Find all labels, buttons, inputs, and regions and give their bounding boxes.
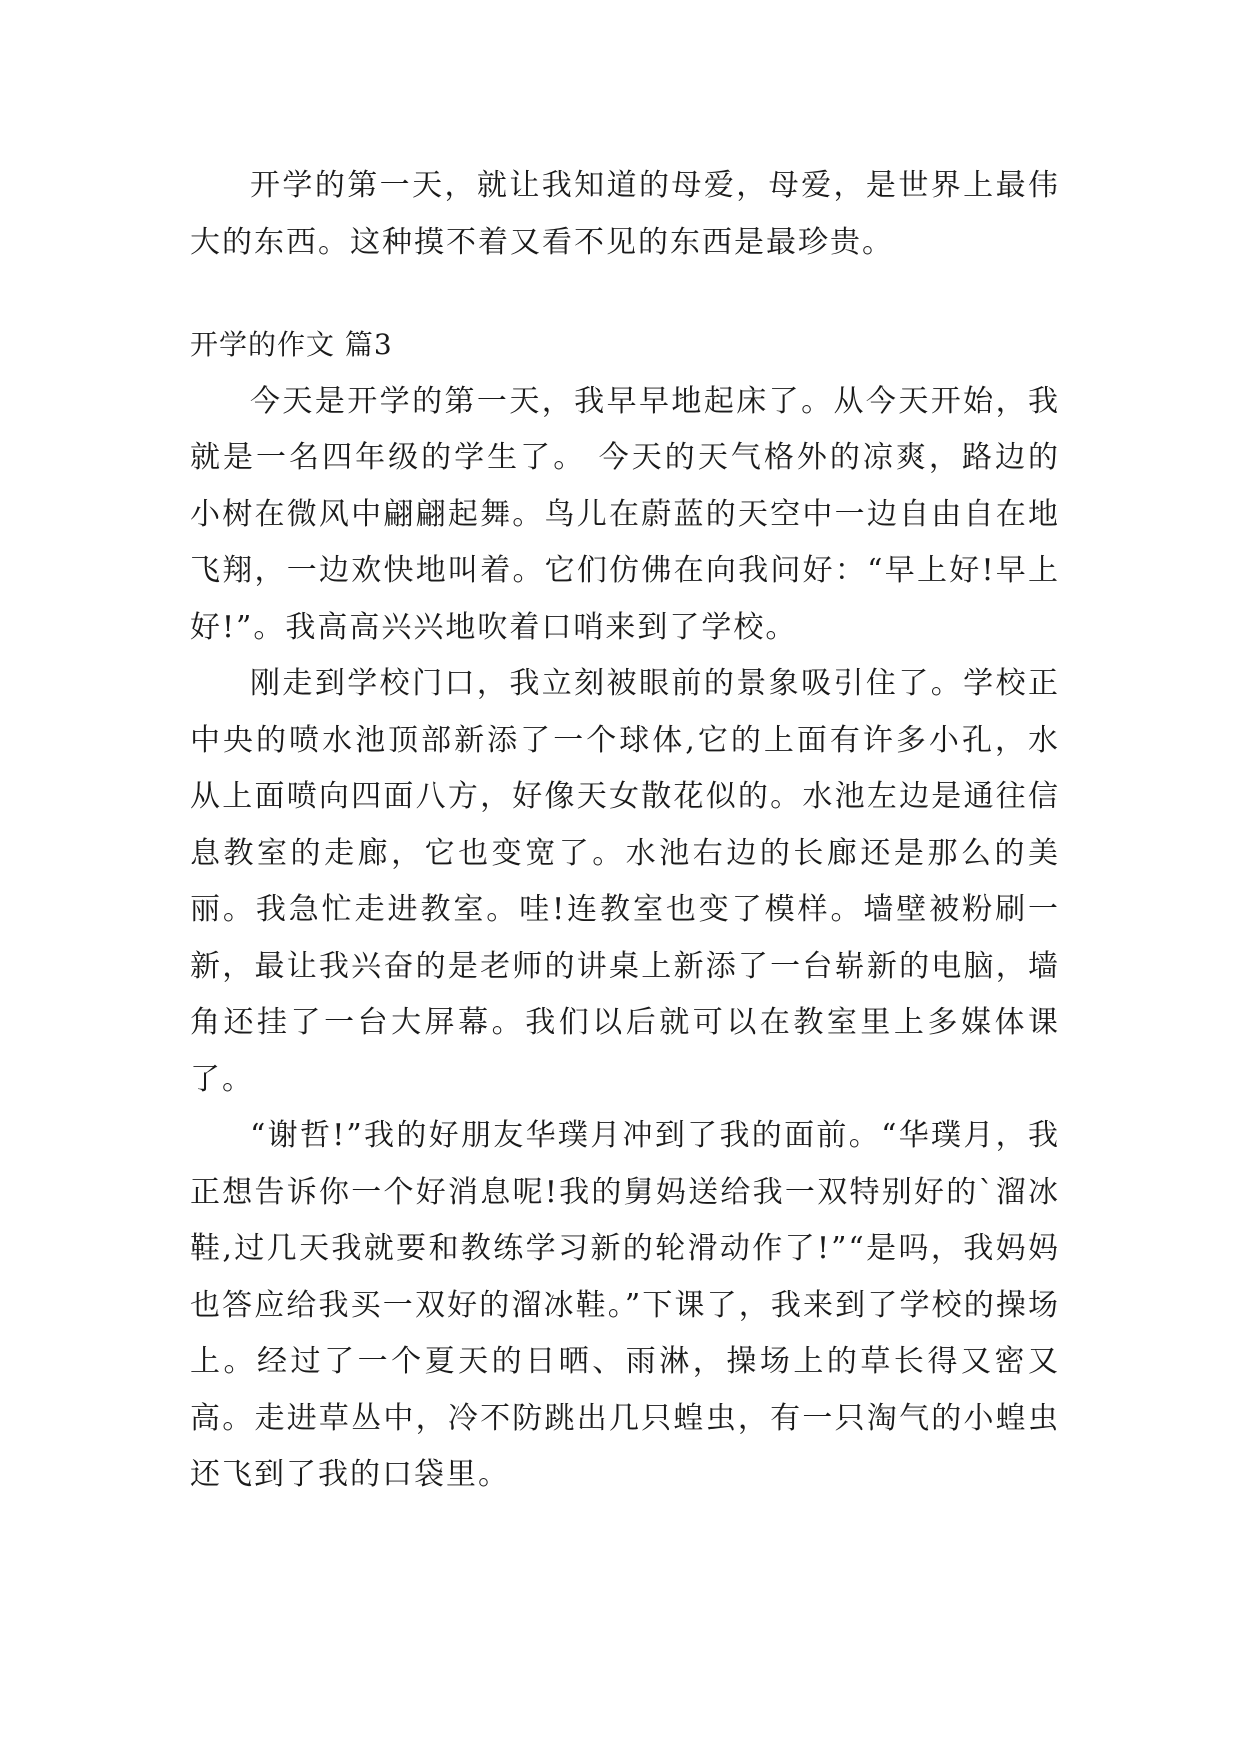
body-paragraph-1: 今天是开学的第一天，我早早地起床了。从今天开始，我就是一名四年级的学生了。 今天的天气格外的凉爽，路边的小树在微风中翩翩起舞。鸟儿在蔚蓝的天空中一边自由自在地飞翔，一边欢快地叫着。它们仿佛在向我问好：“早上好!早上好!”。我高高兴兴地吹着口哨来到了学校。 (190, 383, 1060, 645)
body-paragraph-2: 刚走到学校门口，我立刻被眼前的景象吸引住了。学校正中央的喷水池顶部新添了一个球体,它的上面有许多小孔，水从上面喷向四面八方，好像天女散花似的。水池左边是通往信息教室的走廊，它也变宽了。水池右边的长廊还是那么的美丽。我急忙走进教室。哇!连教室也变了模样。墙壁被粉刷一新，最让我兴奋的是老师的讲桌上新添了一台崭新的电脑，墙角还挂了一台大屏幕。我们以后就可以在教室里上多媒体课了。 (190, 666, 1060, 1097)
section-heading: 开学的作文 篇3 (190, 328, 393, 361)
body-paragraph-3: “谢哲!”我的好朋友华璞月冲到了我的面前。“华璞月，我正想告诉你一个好消息呢!我的舅妈送给我一双特别好的`溜冰鞋,过几天我就要和教练学习新的轮滑动作了!”“是吗，我妈妈也答应给我买一双好的溜冰鞋。”下课了，我来到了学校的操场上。经过了一个夏天的日晒、雨淋，操场上的草长得又密又高。走进草丛中，冷不防跳出几只蝗虫，有一只淘气的小蝗虫还飞到了我的口袋里。 (190, 1118, 1060, 1492)
intro-paragraph: 开学的第一天，就让我知道的母爱，母爱，是世界上最伟大的东西。这种摸不着又看不见的东西是最珍贵。 (190, 168, 1060, 260)
text-column (190, 158, 1060, 1504)
